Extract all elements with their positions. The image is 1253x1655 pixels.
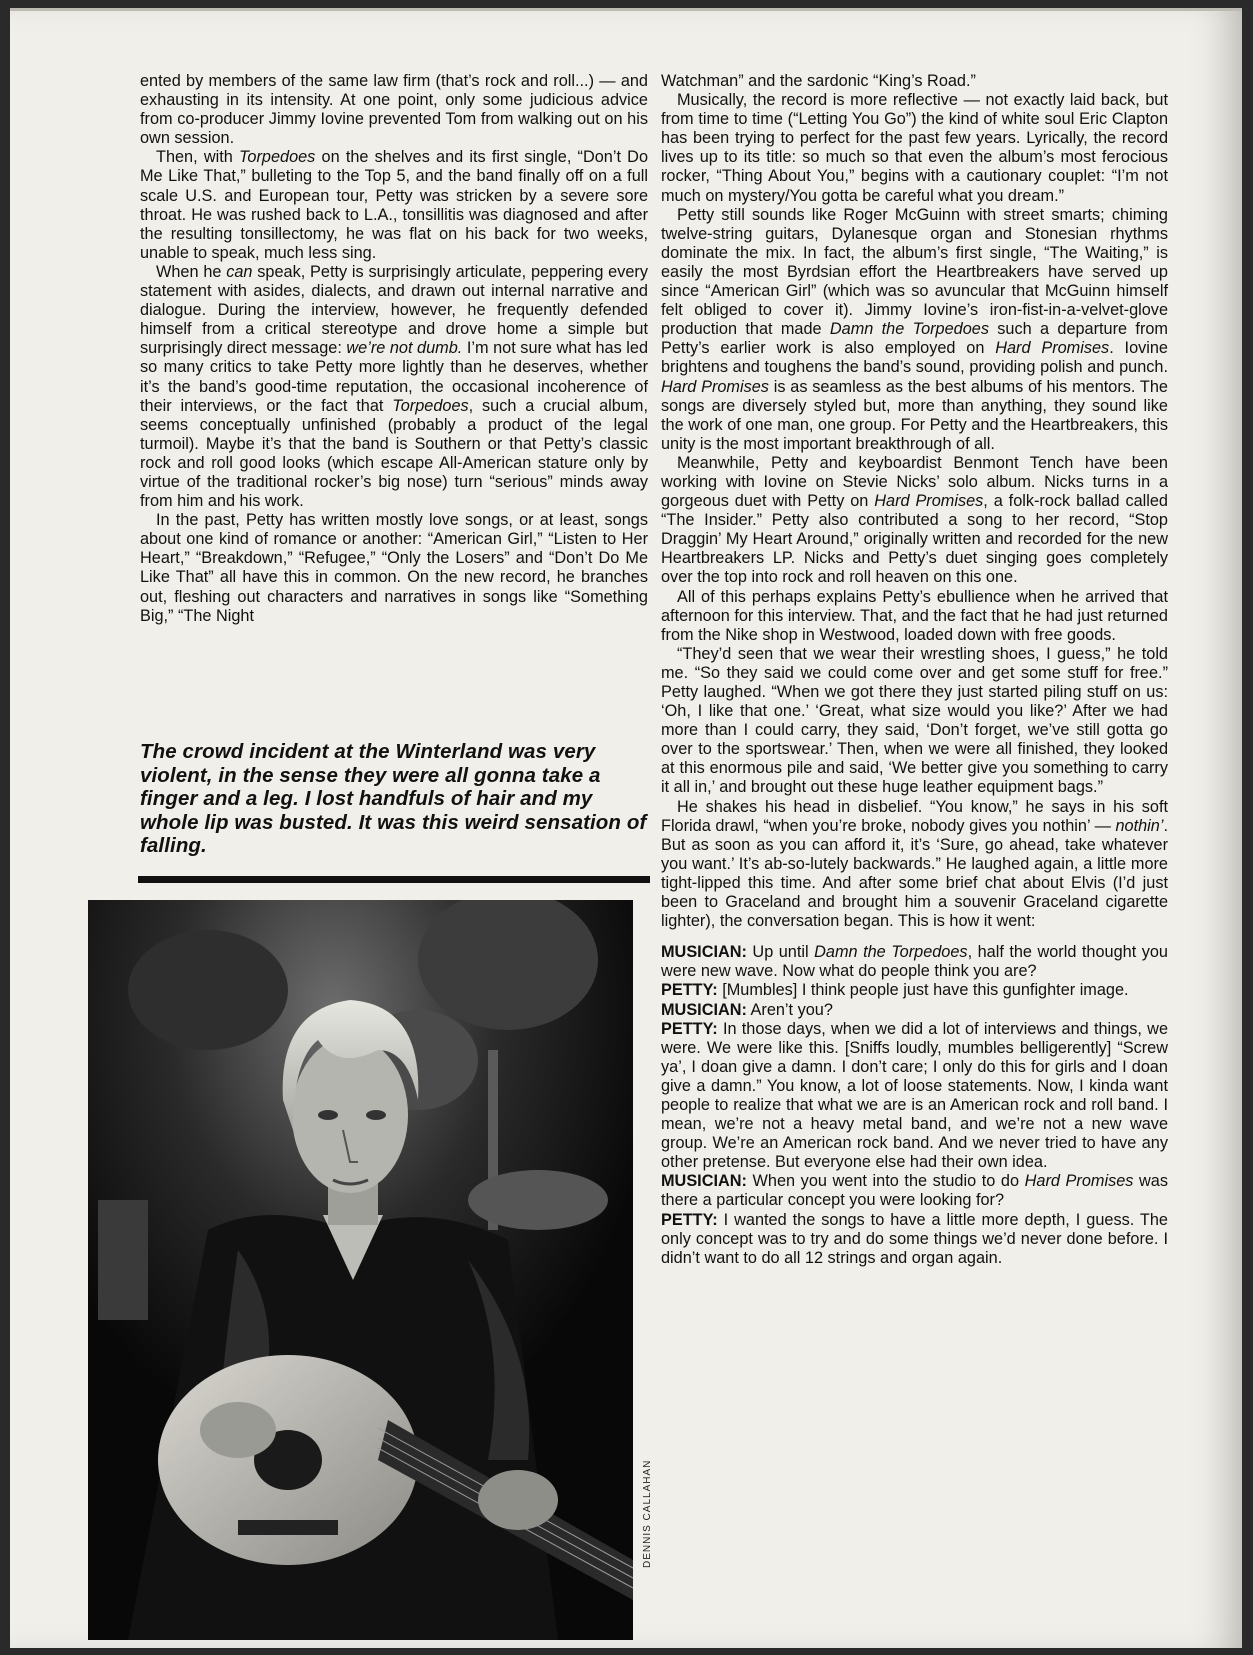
right-column xyxy=(661,72,1168,1268)
interview-question: MUSICIAN: When you went into the studio to do Hard Promises was there a particular concept you were looking for? xyxy=(661,1172,1168,1210)
paragraph: All of this perhaps explains Petty’s ebullience when he arrived that afternoon for this interview. That, and the fact that he had just returned from the Nike shop in Westwood, loaded down with free goods. xyxy=(661,587,1168,644)
paragraph: ented by members of the same law firm (that’s rock and roll...) — and exhausting in its intensity. At one point, only some judicious advice from co-producer Jimmy Iovine prevented Tom from walking out on his own session. xyxy=(140,72,648,148)
paragraph: Petty still sounds like Roger McGuinn with street smarts; chiming twelve-string guitars, Dylanesque organ and Stonesian rhythms dominate the mix. In fact, the album’s first single, “The Waiting,” is easily the most Byrdsian effort the Heartbreakers have served up since “American Girl” (which was so avuncular that McGuinn himself felt obliged to cover it). Jimmy Iovine’s iron-fist-in-a-velvet-glove production that made Damn the Torpedoes such a departure from Petty’s earlier work is also employed on Hard Promises. Iovine brightens and toughens the band’s sound, providing polish and punch. Hard Promises is as seamless as the best albums of his mentors. The songs are diversely styled but, more than anything, they sound like the work of one man, one group. For Petty and the Heartbreakers, this unity is the most important breakthrough of all. xyxy=(661,205,1168,453)
magazine-page xyxy=(10,8,1242,1648)
paragraph: He shakes his head in disbelief. “You know,” he says in his soft Florida drawl, “when you’re broke, nobody gives you nothin’ — nothin’. But as soon as you can afford it, it’s ‘Sure, go ahead, take whatever you want.’ It’s ab-so-lutely backwards.” He laughed again, a little more tight-lipped this time. And after some brief chat about Elvis (I’d just been to Graceland and brought him a souvenir Graceland cigarette lighter), the conversation began. This is how it went: xyxy=(661,797,1168,931)
photo-credit: DENNIS CALLAHAN xyxy=(642,1459,653,1568)
interview-section xyxy=(661,943,1168,1268)
paragraph: Watchman” and the sardonic “King’s Road.” xyxy=(661,72,976,90)
speaker-label: PETTY: xyxy=(661,981,718,1000)
paragraph: In the past, Petty has written mostly love songs, or at least, songs about one kind of romance or another: “American Girl,” “Listen to Her Heart,” “Breakdown,” “Refugee,” “Only the Losers” and “Don’t Do Me Like That” all have this in common. On the new record, he branches out, fleshing out characters and narratives in songs like “Something Big,” “The Night xyxy=(140,511,648,625)
paragraph: Musically, the record is more reflective — not exactly laid back, but from time to time (“Letting You Go”) the kind of white soul Eric Clapton has been trying to perfect for the past few years. Lyrically, the record lives up to its title: so much so that even the album’s most ferocious rocker, “Thing About You,” begins with a cautionary couplet: “I’m not much on mystery/You gotta be careful what you dream.” xyxy=(661,91,1168,205)
paragraph: When he can speak, Petty is surprisingly articulate, peppering every statement with asides, dialects, and drawn out internal narrative and dialogue. During the interview, however, he frequently defended himself from a critical stereotype and drove home a simple but surprisingly direct message: we’re not dumb. I’m not sure what has led so many critics to take Petty more lightly than he deserves, whether it’s the band’s good-time reputation, the occasional incoherence of their interviews, or the fact that Torpedoes, such a crucial album, seems conceptually unfinished (probably a product of the legal turmoil). Maybe it’s that the band is Southern or that Petty’s classic rock and roll good looks (which escape All-American stature only by virtue of the traditional rocker’s big nose) turn “serious” minds away from him and his work. xyxy=(140,262,649,511)
speaker-label: MUSICIAN: xyxy=(661,943,747,962)
speaker-label: PETTY: xyxy=(661,1210,718,1229)
interview-answer: PETTY: I wanted the songs to have a little more depth, I guess. The only concept was to try and do some things we’d never done before. I didn’t want to do all 12 strings and organ again. xyxy=(661,1210,1168,1267)
speaker-label: MUSICIAN: xyxy=(661,1000,747,1019)
interview-answer: PETTY: In those days, when we did a lot of interviews and things, we were. We were like this. [Sniffs loudly, mumbles belligerently] “Screw ya’, I doan give a damn. I don’t care; I only do this for girls and I doan give a damn.” You know, a lot of loose statements. Now, I kinda want people to realize that what we are is an American rock and roll band. I mean, we’re not a heavy metal band, and we’re not a new wave group. We’re an American rock band. And we never tried to have any other pretense. But everyone else had their own idea. xyxy=(661,1019,1168,1172)
pull-quote: The crowd incident at the Winterland was very violent, in the sense they were all gonna take a finger and a leg. I lost handfuls of hair and my whole lip was busted. It was this weird sensation of falling. xyxy=(140,740,647,858)
speaker-label: PETTY: xyxy=(661,1019,718,1038)
pull-quote-rule xyxy=(138,876,650,883)
interview-question: MUSICIAN: Up until Damn the Torpedoes, half the world thought you were new wave. Now what do people think you are? xyxy=(661,943,1168,981)
interview-answer: PETTY: [Mumbles] I think people just have this gunfighter image. xyxy=(661,981,1129,1000)
left-column xyxy=(140,72,648,626)
paragraph: “They’d seen that we wear their wrestling shoes, I guess,” he told me. “So they said we could come over and get some stuff for free.” Petty laughed. “When we got there they just started piling stuff on us: ‘Oh, I like that one.’ ‘Great, what size would you like?’ After we had more than I could carry, they said, ‘Don’t forget, we’ve still gotta go over to the sportswear.’ Then, when we were all finished, they looked at this enormous pile and said, ‘We better give you something to carry it all in,’ and brought out these huge leather equipment bags.” xyxy=(661,644,1168,797)
page-top-edge xyxy=(10,8,1242,11)
paragraph: Meanwhile, Petty and keyboardist Benmont Tench have been working with Iovine on Stevie Nicks’ solo album. Nicks turns in a gorgeous duet with Petty on Hard Promises, a folk-rock ballad called “The Insider.” Petty also contributed a song to her record, “Stop Draggin’ My Heart Around,” originally written and recorded for the new Heartbreakers LP. Nicks and Petty’s duet singing goes completely over the top into rock and roll heaven on this one. xyxy=(661,453,1168,587)
interview-question: MUSICIAN: Aren’t you? xyxy=(661,1000,833,1019)
paragraph: Then, with Torpedoes on the shelves and its first single, “Don’t Do Me Like That,” bulleting to the Top 5, and the band finally off on a full scale U.S. and European tour, Petty was stricken by a severe sore throat. He was rushed back to L.A., tonsillitis was diagnosed and after the resulting tonsillectomy, he was flat on his back for two weeks, unable to speak, much less sing. xyxy=(140,148,648,262)
musician-photo xyxy=(88,900,633,1640)
speaker-label: MUSICIAN: xyxy=(661,1172,747,1191)
